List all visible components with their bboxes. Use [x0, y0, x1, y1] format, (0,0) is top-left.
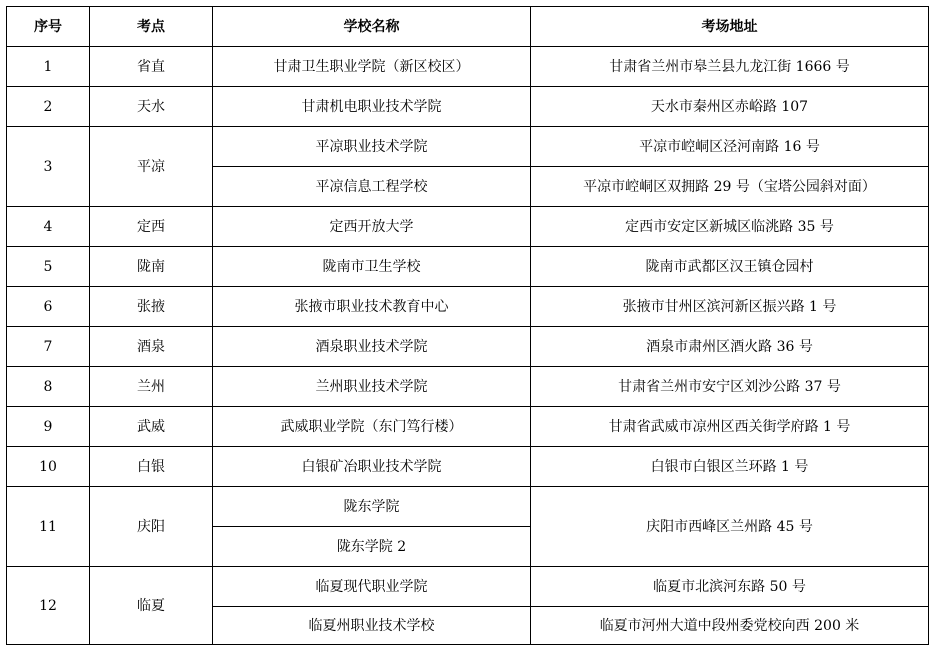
header-exam-address: 考场地址 — [531, 7, 929, 47]
table-header-row — [7, 7, 929, 47]
header-exam-site: 考点 — [90, 7, 213, 47]
exam-site-cell: 白银 — [90, 447, 213, 487]
table-row — [7, 207, 929, 247]
exam-site-cell: 张掖 — [90, 287, 213, 327]
serial-number-cell: 6 — [7, 287, 90, 327]
serial-number-cell: 1 — [7, 47, 90, 87]
exam-address-cell: 天水市秦州区赤峪路 107 — [531, 87, 929, 127]
serial-number-cell: 4 — [7, 207, 90, 247]
exam-site-cell: 武威 — [90, 407, 213, 447]
exam-address-cell: 平凉市崆峒区泾河南路 16 号 — [531, 127, 929, 167]
school-name-cell: 兰州职业技术学院 — [213, 367, 531, 407]
exam-site-cell: 平凉 — [90, 127, 213, 207]
table-row — [7, 487, 929, 527]
serial-number-cell: 12 — [7, 567, 90, 645]
serial-number-cell: 8 — [7, 367, 90, 407]
serial-number-cell: 7 — [7, 327, 90, 367]
exam-address-cell: 甘肃省武威市凉州区西关街学府路 1 号 — [531, 407, 929, 447]
school-name-cell: 陇东学院 — [213, 487, 531, 527]
table-row — [7, 327, 929, 367]
serial-number-cell: 11 — [7, 487, 90, 567]
exam-site-cell: 酒泉 — [90, 327, 213, 367]
table-row — [7, 247, 929, 287]
school-name-cell: 酒泉职业技术学院 — [213, 327, 531, 367]
serial-number-cell: 9 — [7, 407, 90, 447]
exam-site-cell: 定西 — [90, 207, 213, 247]
exam-address-cell: 甘肃省兰州市安宁区刘沙公路 37 号 — [531, 367, 929, 407]
serial-number-cell: 2 — [7, 87, 90, 127]
school-name-cell: 临夏现代职业学院 — [213, 567, 531, 607]
serial-number-cell: 10 — [7, 447, 90, 487]
school-name-cell: 陇南市卫生学校 — [213, 247, 531, 287]
exam-address-cell: 庆阳市西峰区兰州路 45 号 — [531, 487, 929, 567]
exam-address-cell: 甘肃省兰州市皋兰县九龙江街 1666 号 — [531, 47, 929, 87]
exam-address-cell: 平凉市崆峒区双拥路 29 号（宝塔公园斜对面） — [531, 167, 929, 207]
table-row — [7, 287, 929, 327]
school-name-cell: 武威职业学院（东门笃行楼） — [213, 407, 531, 447]
serial-number-cell: 3 — [7, 127, 90, 207]
school-name-cell: 临夏州职业技术学校 — [213, 607, 531, 645]
exam-site-table — [6, 6, 929, 645]
exam-address-cell: 临夏市河州大道中段州委党校向西 200 米 — [531, 607, 929, 645]
school-name-cell: 张掖市职业技术教育中心 — [213, 287, 531, 327]
exam-site-cell: 陇南 — [90, 247, 213, 287]
table-row — [7, 407, 929, 447]
exam-site-cell: 临夏 — [90, 567, 213, 645]
school-name-cell: 平凉信息工程学校 — [213, 167, 531, 207]
table-row — [7, 127, 929, 167]
exam-site-cell: 省直 — [90, 47, 213, 87]
table-row — [7, 367, 929, 407]
school-name-cell: 白银矿冶职业技术学院 — [213, 447, 531, 487]
table-row — [7, 447, 929, 487]
exam-address-cell: 张掖市甘州区滨河新区振兴路 1 号 — [531, 287, 929, 327]
exam-site-cell: 天水 — [90, 87, 213, 127]
header-school-name: 学校名称 — [213, 7, 531, 47]
school-name-cell: 甘肃卫生职业学院（新区校区） — [213, 47, 531, 87]
exam-site-cell: 庆阳 — [90, 487, 213, 567]
table-row — [7, 567, 929, 607]
school-name-cell: 甘肃机电职业技术学院 — [213, 87, 531, 127]
exam-address-cell: 临夏市北滨河东路 50 号 — [531, 567, 929, 607]
serial-number-cell: 5 — [7, 247, 90, 287]
school-name-cell: 陇东学院 2 — [213, 527, 531, 567]
header-serial-number: 序号 — [7, 7, 90, 47]
table-row — [7, 87, 929, 127]
exam-address-cell: 定西市安定区新城区临洮路 35 号 — [531, 207, 929, 247]
exam-address-cell: 酒泉市肃州区酒火路 36 号 — [531, 327, 929, 367]
school-name-cell: 平凉职业技术学院 — [213, 127, 531, 167]
table-row — [7, 47, 929, 87]
exam-site-cell: 兰州 — [90, 367, 213, 407]
exam-address-cell: 白银市白银区兰环路 1 号 — [531, 447, 929, 487]
school-name-cell: 定西开放大学 — [213, 207, 531, 247]
exam-address-cell: 陇南市武都区汉王镇仓园村 — [531, 247, 929, 287]
